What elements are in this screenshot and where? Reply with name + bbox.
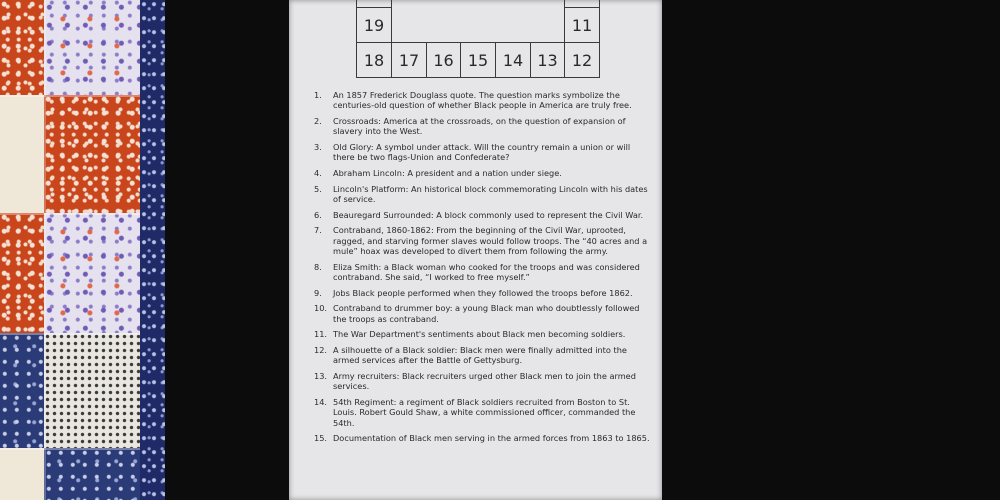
legend-number: 3. (314, 141, 322, 152)
quilt-patch-dotted (44, 333, 140, 448)
quilt-seam (0, 448, 140, 450)
legend-item (310, 345, 650, 366)
legend-number: 15. (314, 433, 328, 444)
quilt-patch-lilac (44, 213, 140, 333)
legend-text: Contraband, 1860-1862: From the beginning of the Civil War, uprooted, ragged, and starving former slaves would follow troops. The “40 acres and a mule” hoax was developed to divert them from following the army. (333, 225, 648, 256)
quilt-patch-orange (0, 213, 44, 333)
quilt-patch-navy (0, 333, 44, 448)
legend-item (310, 288, 650, 298)
legend-item (310, 329, 650, 339)
legend-item (310, 433, 650, 443)
quilt-patch-lilac (44, 0, 140, 95)
legend-item (310, 210, 650, 220)
legend-text: Army recruiters: Black recruiters urged other Black men to join the armed services. (333, 370, 636, 392)
legend-item (310, 90, 650, 111)
legend-number: 13. (314, 370, 328, 381)
legend-text: The War Department's sentiments about Black men becoming soldiers. (333, 329, 626, 340)
legend-text: Eliza Smith: a Black woman who cooked for the troops and was considered contraband. She said, “I worked to free myself.” (333, 261, 640, 282)
legend-item (310, 397, 650, 428)
legend-number: 4. (314, 167, 322, 178)
quilt-seam (44, 0, 46, 500)
legend-number: 5. (314, 183, 322, 194)
legend-item (310, 116, 650, 137)
grid-cell: 15 (460, 42, 496, 78)
grid-cell: 16 (426, 42, 461, 78)
legend-text: A silhouette of a Black soldier: Black men were finally admitted into the armed services after the Battle of Gettysburg. (333, 344, 627, 366)
legend-number: 2. (314, 115, 322, 126)
legend-item (310, 168, 650, 178)
legend-number: 1. (314, 90, 322, 100)
grid-cell: 11 (564, 7, 600, 43)
legend-text: 54th Regiment: a regiment of Black soldiers recruited from Boston to St. Louis. Robert Gould Shaw, a white commissioned officer, commanded the 54th. (333, 396, 636, 428)
quilt-patch-orange (0, 0, 44, 95)
grid-cell: 12 (564, 42, 600, 78)
legend-item (310, 225, 650, 256)
quilt-patch-cream (0, 448, 44, 500)
legend-number: 6. (314, 209, 322, 220)
legend-text: Contraband to drummer boy: a young Black man who doubtlessly followed the troops as contraband. (333, 303, 640, 324)
quilt-seam (0, 95, 140, 97)
legend-text: Documentation of Black men serving in the armed forces from 1863 to 1865. (333, 433, 650, 444)
grid-cell: 17 (391, 42, 427, 78)
grid-cell: 13 (530, 42, 565, 78)
legend-number: 7. (314, 225, 322, 236)
legend-item (310, 371, 650, 392)
legend-text: An 1857 Frederick Douglass quote. The question marks symbolize the centuries-old question of whether Black people in America are truly free. (333, 90, 632, 111)
grid-cell: 18 (356, 42, 392, 78)
legend-number: 10. (314, 303, 328, 314)
grid-cell: 14 (495, 42, 531, 78)
block-legend (310, 90, 650, 449)
legend-text: Abraham Lincoln: A president and a nation under siege. (333, 167, 562, 178)
quilt-seam (0, 213, 140, 215)
legend-number: 12. (314, 344, 328, 355)
legend-text: Lincoln's Platform: An historical block commemorating Lincoln with his dates of service. (333, 183, 648, 204)
legend-item (310, 262, 650, 283)
quilt (0, 0, 165, 500)
legend-item (310, 184, 650, 205)
legend-text: Beauregard Surrounded: A block commonly used to represent the Civil War. (333, 209, 644, 220)
quilt-patch-cream (0, 95, 44, 213)
grid-cell: 19 (356, 7, 392, 43)
legend-number: 11. (314, 329, 328, 340)
legend-text: Jobs Black people performed when they followed the troops before 1862. (333, 287, 633, 298)
quilt-patch-orange (44, 95, 140, 213)
quilt-border (140, 0, 165, 500)
quilt-seam (0, 333, 140, 335)
legend-text: Crossroads: America at the crossroads, on the question of expansion of slavery into the West. (333, 115, 626, 137)
legend-item (310, 303, 650, 324)
legend-number: 8. (314, 261, 322, 272)
legend-number: 9. (314, 287, 322, 298)
legend-item (310, 142, 650, 163)
legend-number: 14. (314, 396, 328, 407)
quilt-patch-navy (44, 448, 140, 500)
legend-text: Old Glory: A symbol under attack. Will the country remain a union or will there be two flags-Union and Confederate? (333, 141, 631, 163)
